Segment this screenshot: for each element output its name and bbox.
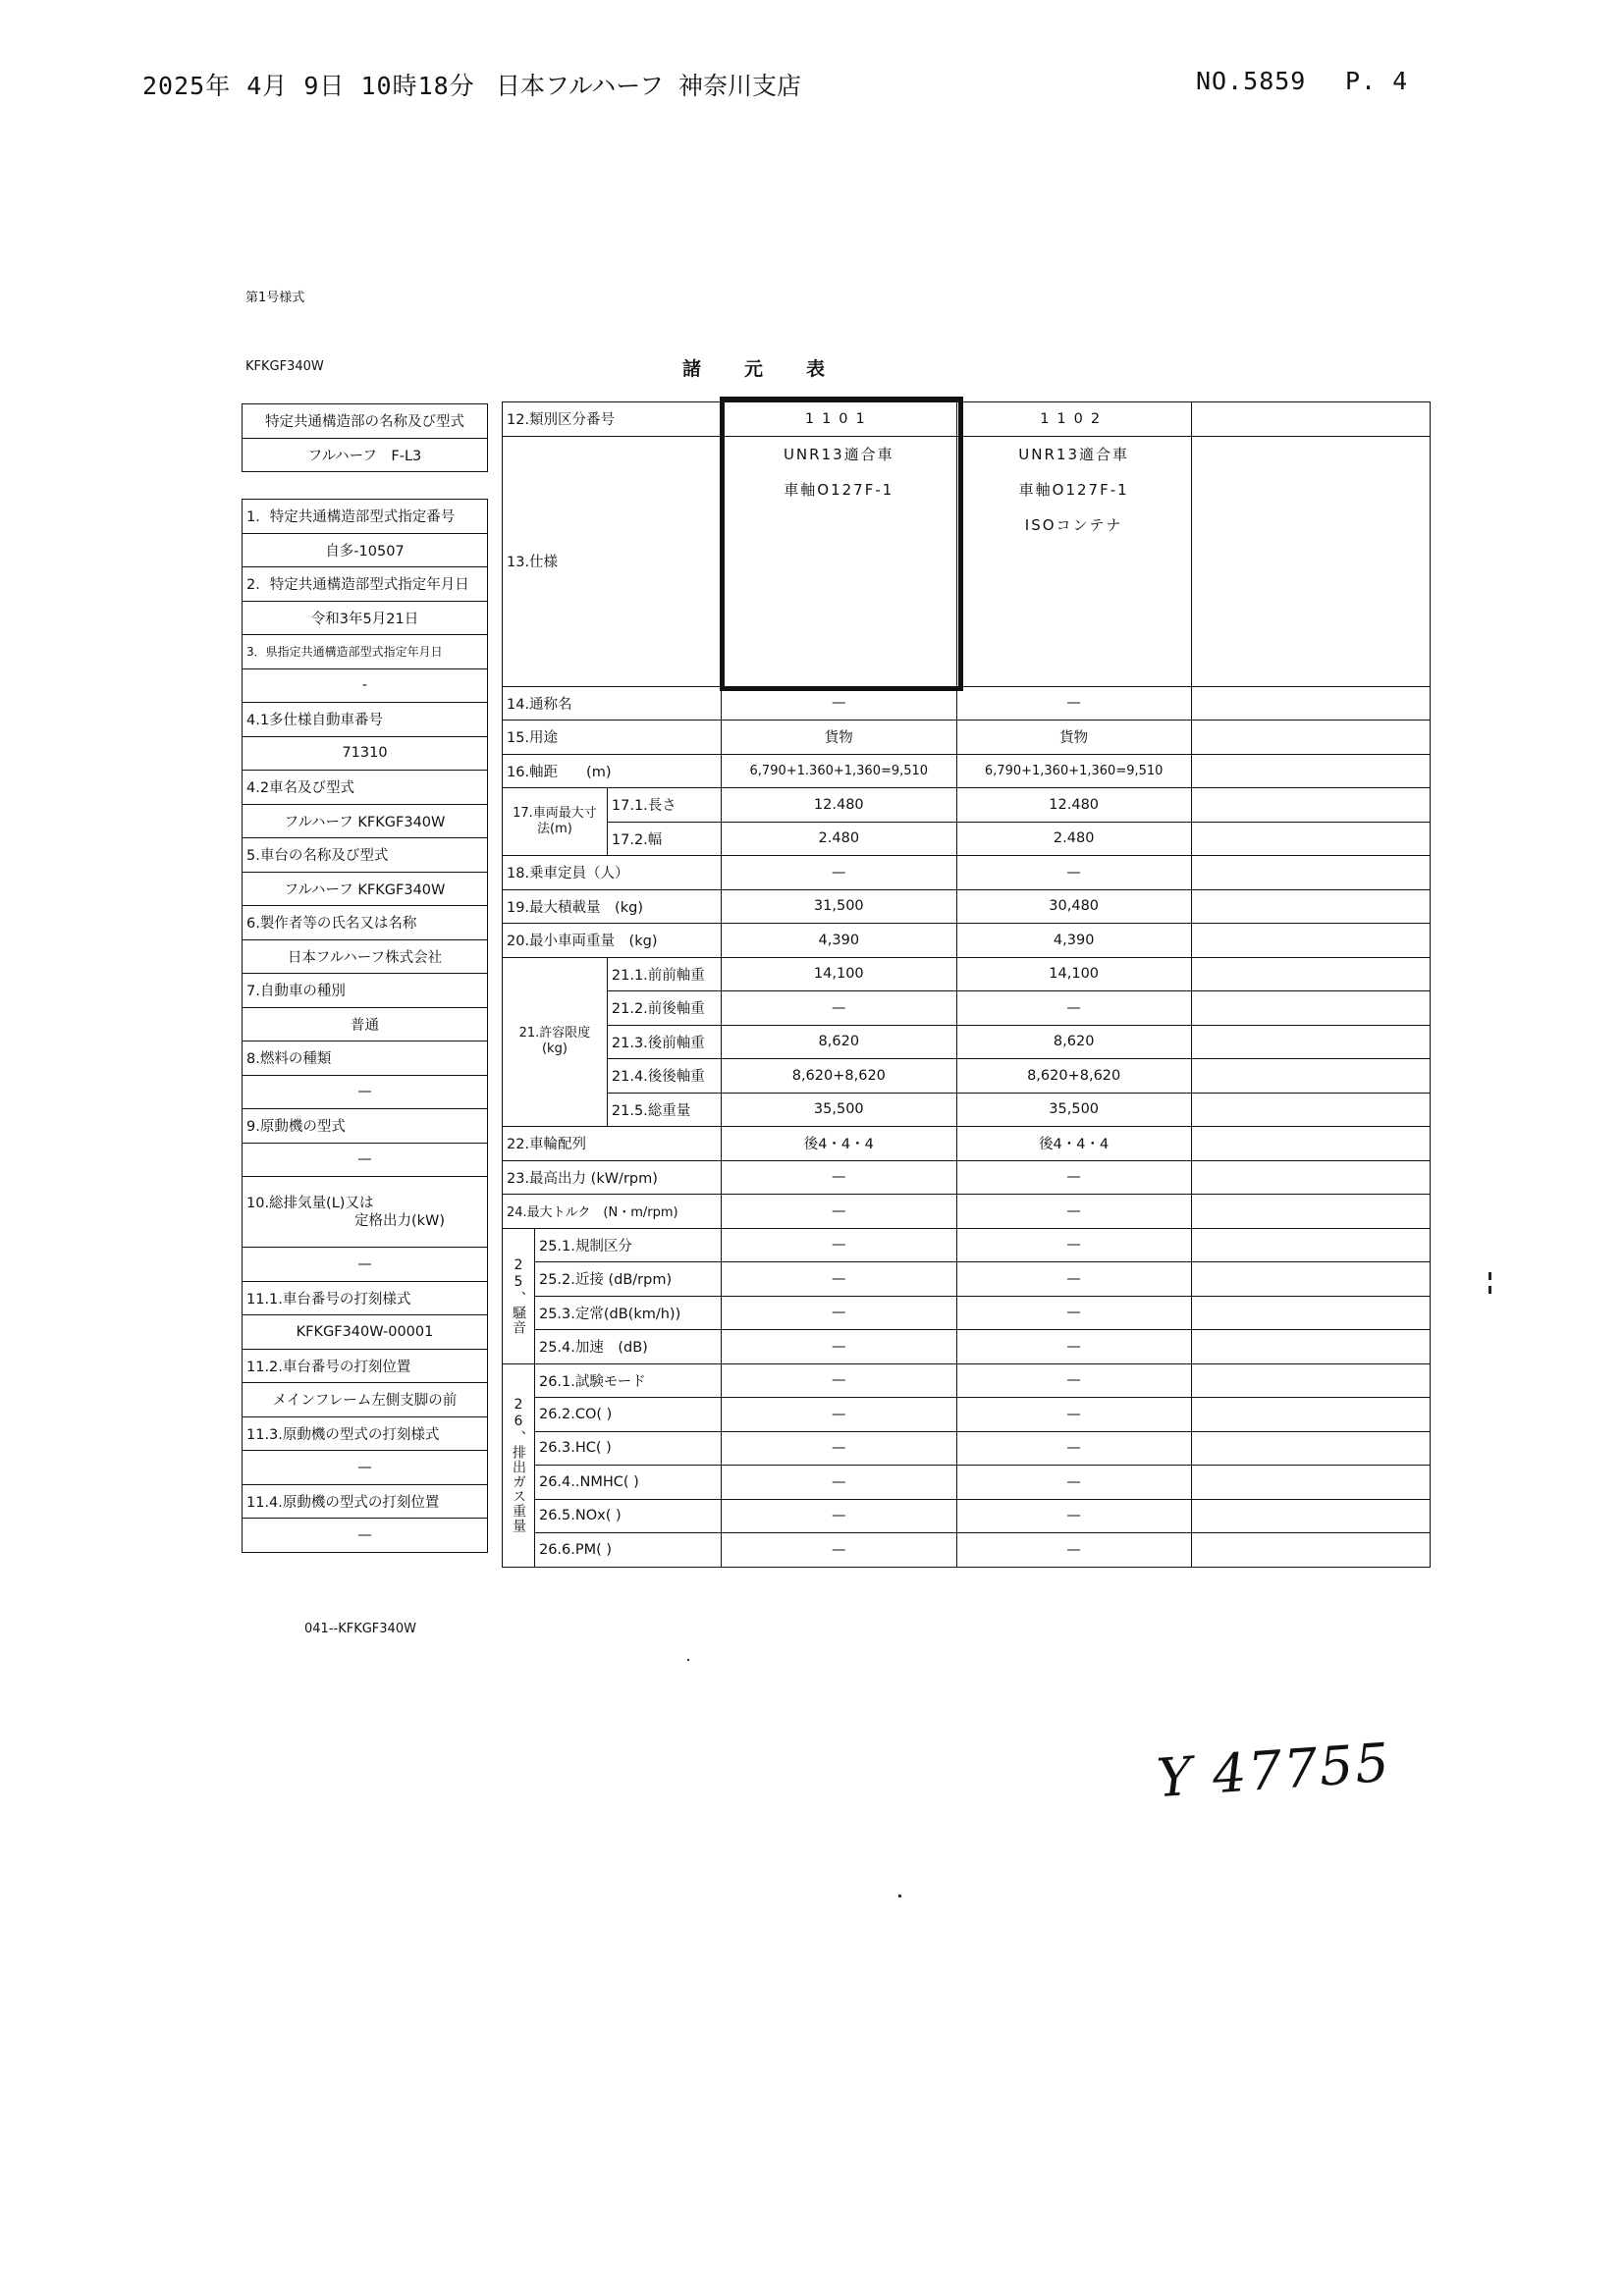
- scan-speck: [1489, 1286, 1491, 1294]
- col3-empty: [1191, 822, 1430, 856]
- row-label: 22.車輪配列: [503, 1127, 722, 1161]
- row-label: 20.最小車両重量 (kg): [503, 924, 722, 958]
- row-label: 26.1.試験モード: [534, 1363, 721, 1398]
- row-label: 25.3.定常(dB(km/h)): [534, 1296, 721, 1330]
- row-label: 16.軸距 (m): [503, 754, 722, 788]
- cell-v1: 35,500: [721, 1093, 956, 1127]
- fax-number: NO.5859: [1196, 67, 1307, 95]
- row-label: 21.1.前前軸重: [607, 957, 721, 991]
- row-label: 17.1.長さ: [607, 788, 721, 823]
- row-label: 25.1.規制区分: [534, 1228, 721, 1262]
- cell-v2: 後4・4・4: [956, 1127, 1191, 1161]
- cell-v1: —: [721, 1499, 956, 1533]
- left-cell: 6.製作者等の氏名又は名称: [243, 906, 488, 940]
- cell-v1: —: [721, 1228, 956, 1262]
- row-label: 25.2.近接 (dB/rpm): [534, 1262, 721, 1297]
- cell-v2: 30,480: [956, 889, 1191, 924]
- col3-empty: [1191, 924, 1430, 958]
- left-cell: 7.自動車の種別: [243, 974, 488, 1008]
- cell-v1: —: [721, 991, 956, 1026]
- form-number: 第1号様式: [245, 291, 305, 305]
- col3-empty: [1191, 991, 1430, 1026]
- col3-empty: [1191, 957, 1430, 991]
- col3-empty: [1191, 1363, 1430, 1398]
- cell-v2: —: [956, 1398, 1191, 1432]
- cell-v1: —: [721, 1431, 956, 1466]
- main-spec-table: [502, 401, 1431, 1568]
- spec-line: 車軸O127F-1: [1018, 480, 1129, 499]
- left-cell: -: [243, 668, 488, 703]
- left-cell: 3．県指定共通構造部型式指定年月日: [243, 635, 488, 669]
- cell-v2: —: [956, 856, 1191, 890]
- row-label: 25.4.加速 (dB): [534, 1330, 721, 1364]
- col3-empty: [1191, 436, 1430, 686]
- left-cell: KFKGF340W-00001: [243, 1315, 488, 1350]
- col3-empty: [1191, 402, 1430, 437]
- cell-v1: —: [721, 1398, 956, 1432]
- cell-v2: —: [956, 1160, 1191, 1195]
- left-cell: 9.原動機の型式: [243, 1109, 488, 1144]
- row-label: 21.2.前後軸重: [607, 991, 721, 1026]
- row-label: 18.乗車定員（人）: [503, 856, 722, 890]
- left-cell: 71310: [243, 736, 488, 771]
- left-cell: —: [243, 1248, 488, 1282]
- scan-speck: [898, 1895, 901, 1897]
- left-cell: フルハーフ KFKGF340W: [243, 804, 488, 838]
- cell-v1: 14,100: [721, 957, 956, 991]
- cell-v2: 14,100: [956, 957, 1191, 991]
- col1-spec: [721, 436, 956, 686]
- left-cell: メインフレーム左側支脚の前: [243, 1383, 488, 1417]
- cell-v1: 12.480: [721, 788, 956, 823]
- col3-empty: [1191, 1466, 1430, 1500]
- col3-empty: [1191, 1296, 1430, 1330]
- cell-v1: —: [721, 686, 956, 721]
- row-label: 21.4.後後軸重: [607, 1059, 721, 1094]
- cell-v1: —: [721, 1330, 956, 1364]
- cell-v2: —: [956, 1296, 1191, 1330]
- left-cell: フルハーフ F-L3: [243, 438, 488, 472]
- left-cell: [243, 1177, 488, 1248]
- left-cell: —: [243, 1451, 488, 1485]
- row-label: 23.最高出力 (kW/rpm): [503, 1160, 722, 1195]
- left-cell: フルハーフ KFKGF340W: [243, 872, 488, 906]
- cell-v2: —: [956, 991, 1191, 1026]
- left-cell: 11.4.原動機の型式の打刻位置: [243, 1484, 488, 1519]
- row-label: 26.4..NMHC( ): [534, 1466, 721, 1500]
- cell-v2: —: [956, 1431, 1191, 1466]
- row-label: 17.2.幅: [607, 822, 721, 856]
- cell-v1: 4,390: [721, 924, 956, 958]
- scan-speck: [1489, 1272, 1491, 1280]
- left-cell: —: [243, 1143, 488, 1177]
- fax-page: P. 4: [1345, 67, 1409, 95]
- col3-empty: [1191, 856, 1430, 890]
- cell-v1: 2.480: [721, 822, 956, 856]
- col3-empty: [1191, 788, 1430, 823]
- left-cell: 11.2.車台番号の打刻位置: [243, 1349, 488, 1383]
- cell-v1: 6,790+1.360+1,360=9,510: [721, 754, 956, 788]
- cell-v2: —: [956, 1533, 1191, 1568]
- cell-v1: —: [721, 1195, 956, 1229]
- col3-empty: [1191, 1330, 1430, 1364]
- col3-empty: [1191, 1431, 1430, 1466]
- left-cell: 普通: [243, 1007, 488, 1041]
- cell-v2: —: [956, 1499, 1191, 1533]
- row-label: 26.3.HC( ): [534, 1431, 721, 1466]
- cell-v2: —: [956, 1363, 1191, 1398]
- left-cell-line: 定格出力(kW): [354, 1212, 446, 1229]
- spec-line: UNR13適合車: [1018, 445, 1130, 463]
- spec-line: ISOコンテナ: [1024, 515, 1123, 534]
- cell-v1: —: [721, 1466, 956, 1500]
- fax-datetime: 2025年 4月 9日 10時18分: [142, 72, 475, 100]
- row-label: 21.5.総重量: [607, 1093, 721, 1127]
- col3-empty: [1191, 1533, 1430, 1568]
- left-cell: 令和3年5月21日: [243, 601, 488, 635]
- cell-v1: 後4・4・4: [721, 1127, 956, 1161]
- spec-line: 車軸O127F-1: [784, 480, 894, 499]
- group-label-21: 21.許容限度(kg): [503, 957, 608, 1127]
- col3-empty: [1191, 1195, 1430, 1229]
- row-label: 26.2.CO( ): [534, 1398, 721, 1432]
- cell-v2: —: [956, 1466, 1191, 1500]
- row-label: 14.通称名: [503, 686, 722, 721]
- col1-code: 1101: [721, 402, 956, 437]
- col3-empty: [1191, 721, 1430, 755]
- cell-v2: 8,620: [956, 1025, 1191, 1059]
- cell-v1: —: [721, 1160, 956, 1195]
- col3-empty: [1191, 754, 1430, 788]
- col3-empty: [1191, 686, 1430, 721]
- col3-empty: [1191, 1160, 1430, 1195]
- spec-label: 13.仕様: [503, 436, 722, 686]
- left-cell: —: [243, 1075, 488, 1109]
- col2-spec: [956, 436, 1191, 686]
- fax-sender: 日本フルハーフ 神奈川支店: [496, 72, 802, 100]
- cell-v1: —: [721, 1533, 956, 1568]
- model-code: KFKGF340W: [245, 359, 324, 374]
- cell-v1: 8,620: [721, 1025, 956, 1059]
- left-cell: 日本フルハーフ株式会社: [243, 939, 488, 974]
- left-cell: 1．特定共通構造部型式指定番号: [243, 500, 488, 534]
- cell-v2: 35,500: [956, 1093, 1191, 1127]
- class-number-label: 12.類別区分番号: [503, 402, 722, 437]
- row-label: 15.用途: [503, 721, 722, 755]
- cell-v2: 12.480: [956, 788, 1191, 823]
- left-cell: 11.1.車台番号の打刻様式: [243, 1281, 488, 1315]
- left-cell: 5.車台の名称及び型式: [243, 838, 488, 873]
- group-label-25-text: 25、騒音: [510, 1256, 526, 1335]
- col3-empty: [1191, 1262, 1430, 1297]
- col3-empty: [1191, 1093, 1430, 1127]
- cell-v2: —: [956, 1228, 1191, 1262]
- col3-empty: [1191, 889, 1430, 924]
- left-cell: 4.2車名及び型式: [243, 771, 488, 805]
- left-gap: [243, 472, 488, 500]
- footer-code: 041--KFKGF340W: [304, 1622, 416, 1636]
- cell-v2: —: [956, 1262, 1191, 1297]
- cell-v2: 8,620+8,620: [956, 1059, 1191, 1094]
- spec-line: UNR13適合車: [783, 445, 894, 463]
- group-label-25: [503, 1228, 535, 1363]
- cell-v2: —: [956, 686, 1191, 721]
- left-cell: 特定共通構造部の名称及び型式: [243, 404, 488, 439]
- left-cell: —: [243, 1519, 488, 1553]
- cell-v1: 貨物: [721, 721, 956, 755]
- cell-v1: —: [721, 856, 956, 890]
- group-label-26: [503, 1363, 535, 1567]
- col3-empty: [1191, 1499, 1430, 1533]
- scan-speck: [687, 1659, 689, 1661]
- left-cell-line: 10.総排気量(L)又は: [246, 1195, 374, 1211]
- group-label-26-text: 26、排出ガス重量: [510, 1397, 526, 1533]
- cell-v2: 4,390: [956, 924, 1191, 958]
- cell-v2: —: [956, 1195, 1191, 1229]
- group-label-17: 17.車両最大寸法(m): [503, 788, 608, 856]
- cell-v1: —: [721, 1296, 956, 1330]
- left-spec-table: [242, 403, 488, 1553]
- left-cell: 8.燃料の種類: [243, 1041, 488, 1076]
- cell-v1: 31,500: [721, 889, 956, 924]
- col3-empty: [1191, 1398, 1430, 1432]
- col3-empty: [1191, 1059, 1430, 1094]
- left-cell: 4.1多仕様自動車番号: [243, 703, 488, 737]
- col3-empty: [1191, 1228, 1430, 1262]
- row-label: 26.6.PM( ): [534, 1533, 721, 1568]
- cell-v1: —: [721, 1363, 956, 1398]
- col3-empty: [1191, 1127, 1430, 1161]
- row-label: 21.3.後前軸重: [607, 1025, 721, 1059]
- cell-v2: 貨物: [956, 721, 1191, 755]
- left-cell: 11.3.原動機の型式の打刻様式: [243, 1416, 488, 1451]
- cell-v2: 6,790+1,360+1,360=9,510: [956, 754, 1191, 788]
- cell-v1: 8,620+8,620: [721, 1059, 956, 1094]
- doc-title: 諸 元 表: [682, 358, 828, 380]
- left-cell: 2．特定共通構造部型式指定年月日: [243, 567, 488, 602]
- cell-v1: —: [721, 1262, 956, 1297]
- row-label: 26.5.NOx( ): [534, 1499, 721, 1533]
- handwritten-note: Y 47755: [1155, 1731, 1393, 1810]
- cell-v2: 2.480: [956, 822, 1191, 856]
- row-label: 24.最大トルク (N・m/rpm): [503, 1195, 722, 1229]
- row-label: 19.最大積載量 (kg): [503, 889, 722, 924]
- left-cell: 自多-10507: [243, 533, 488, 567]
- col3-empty: [1191, 1025, 1430, 1059]
- col2-code: 1102: [956, 402, 1191, 437]
- cell-v2: —: [956, 1330, 1191, 1364]
